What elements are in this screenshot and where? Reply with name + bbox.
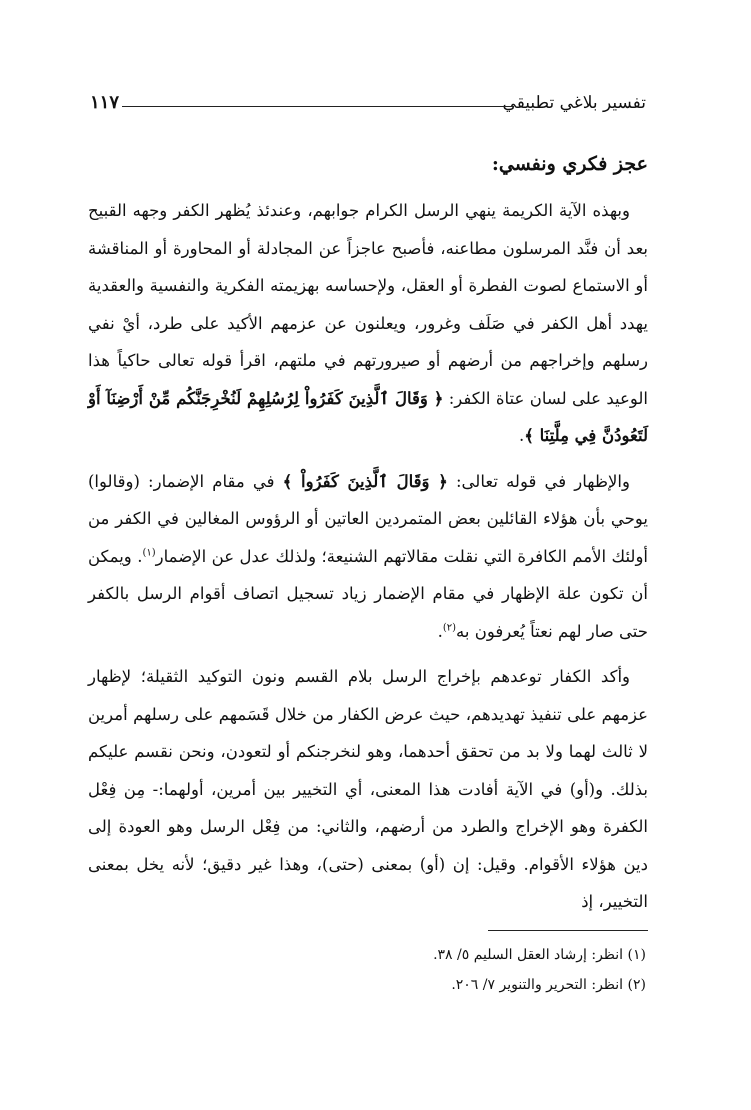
page-header (90, 90, 646, 116)
book-title: تفسير بلاغي تطبيقي (502, 93, 646, 113)
footnotes (300, 940, 646, 1000)
header-rule (122, 106, 514, 107)
paragraph-2-text-d: . (437, 621, 443, 641)
footnote-ref-1[interactable]: (١) (142, 547, 156, 558)
section-title: عجز فكري ونفسي: (491, 153, 648, 175)
paragraph-1-end: . (518, 426, 525, 445)
paragraph-3-text: وأكد الكفار توعدهم بإخراج الرسل بلام القسم ونون التوكيد الثقيلة؛ لإظهار عزمهم على تنفيذ تهديدهم، حيث عرض الكفار من خلال قَسَمهم على رسلهم أمرين لا ثالث لهما ولا بد من تحقق أحدهما، وهو لنخرجنكم أو لتعودن، ونحن نقسم عليكم بذلك. و(أو) في الآية أفادت هذا المعنى، أي التخيير بين أمرين، أولهما:- مِن فِعْل الكفرة وهو الإخراج والطرد من أرضهم، والثاني: من فِعْل الرسل وهو العودة إلى دين هؤلاء الأقوام. وقيل: إن (أو) بمعنى (حتى)، وهذا غير دقيق؛ لأنه يخل بمعنى التخيير، إذ (88, 667, 648, 911)
paragraph-1-text: وبهذه الآية الكريمة ينهي الرسل الكرام جوابهم، وعندئذ يُظهر الكفر وجهه القبيح بعد أن فنَّد المرسلون مطاعنه، فأصبح عاجزاً عن المجادلة أو المحاورة أو المناقشة أو الاستماع لصوت الفطرة أو العقل، ولإحساسه بهزيمته الفكرية والنفسية والعقدية يهدد أهل الكفر في صَلَف وغرور، ويعلنون عن عزمهم الأكيد على طرد، أيْ نفي رسلهم وإخراجهم من أرضهم أو صيرورتهم في ملتهم، اقرأ قوله تعالى حاكياً هذا الوعيد على لسان عتاة الكفر: (88, 201, 649, 408)
main-content (88, 150, 648, 929)
paragraph-2-text-a: والإظهار في قوله تعالى: (456, 471, 630, 491)
paragraph-3 (88, 658, 648, 921)
page-number: ١١٧ (90, 92, 120, 113)
footnote-2: (٢) انظر: التحرير والتنوير ٧/ ٢٠٦. (451, 977, 646, 993)
paragraph-2 (88, 463, 648, 651)
footnote-ref-2[interactable]: (٢) (442, 622, 457, 633)
footnote-separator (488, 930, 648, 931)
paragraph-2-text-b: في مقام الإضمار: (وقالوا) يوحي بأن هؤلاء القائلين بعض المتمردين العاتين أو الرؤوس المغالين في الكفر من أولئك الأمم الكافرة التي نقلت مقالاتهم الشنيعة؛ ولذلك عدل عن الإضمار (88, 471, 649, 566)
footnote-1: (١) انظر: إرشاد العقل السليم ٥/ ٣٨. (433, 947, 646, 963)
quran-verse-2: ﴿ وَقَالَ ٱلَّذِينَ كَفَرُواْ ﴾ (282, 471, 448, 491)
paragraph-1 (88, 192, 648, 455)
quran-verse-1: ﴿ وَقَالَ ٱلَّذِينَ كَفَرُواْ لِرُسُلِهِمْ لَنُخْرِجَنَّكُم مِّنْ أَرْضِنَآ أَوْ لَتَعُودُنَّ فِي مِلَّتِنَا ﴾ (88, 388, 648, 445)
paragraph-2-text-c: . ويمكن أن تكون علة الإظهار في مقام الإضمار زياد تسجيل اتصاف أقوام الرسل بالكفر حتى صار لهم نعتاً يُعرفون به (88, 546, 648, 641)
